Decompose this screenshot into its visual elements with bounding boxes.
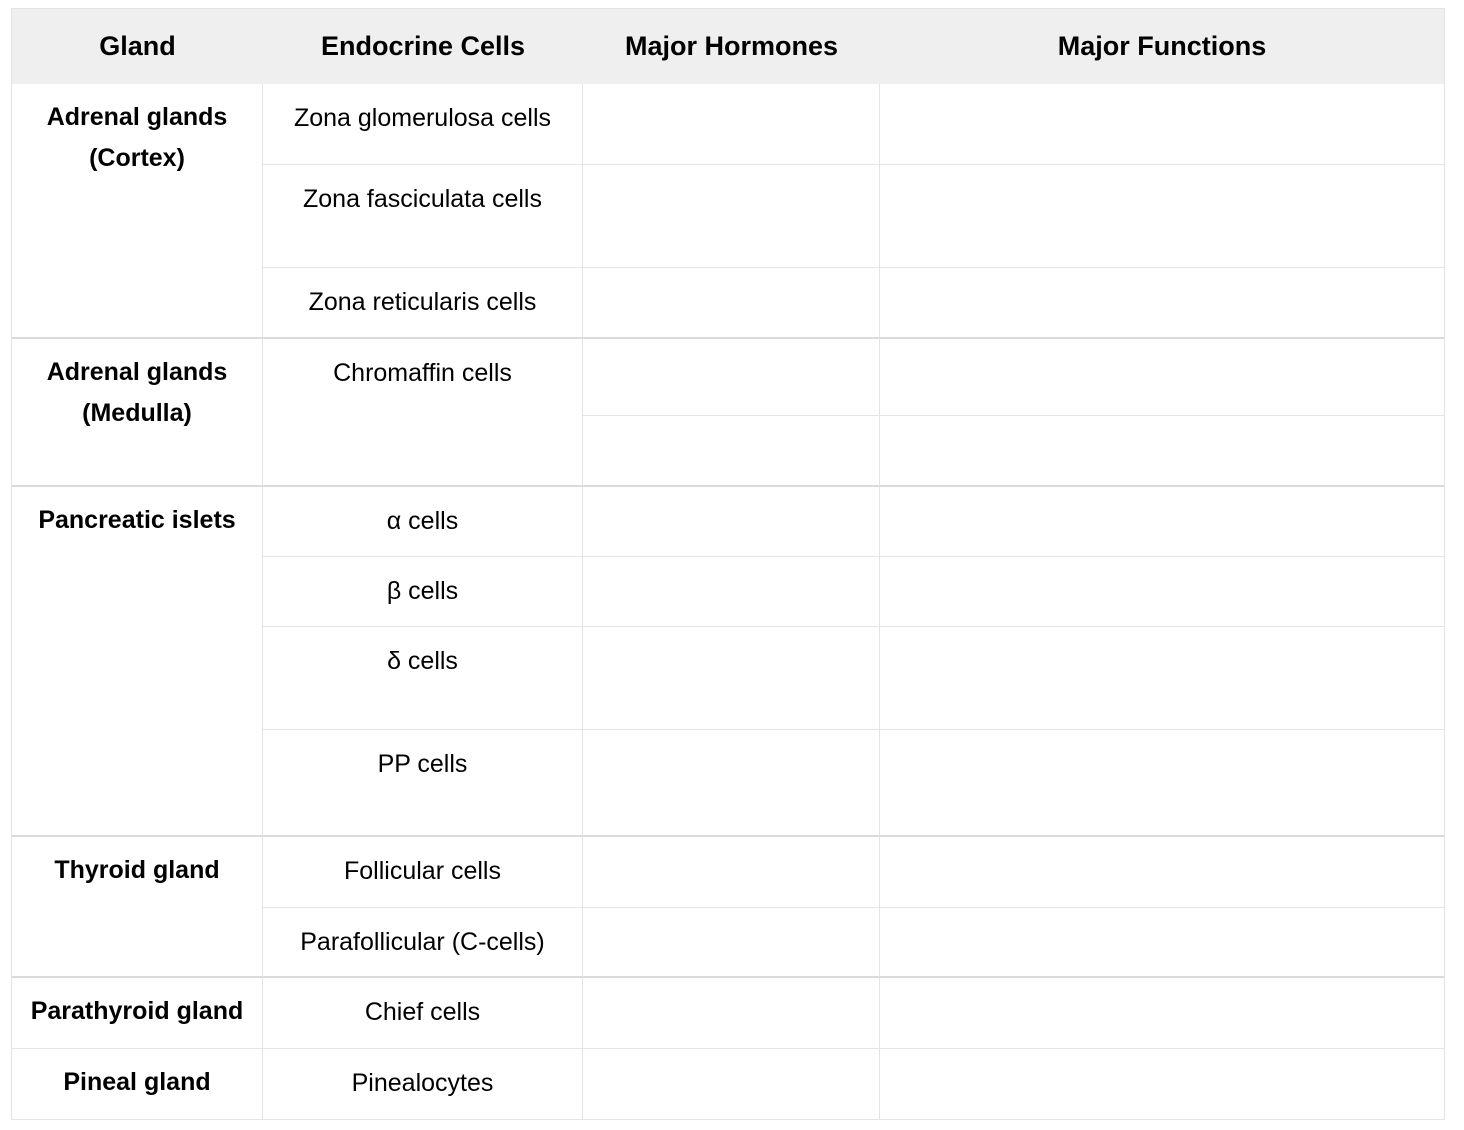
function-cell[interactable] xyxy=(880,268,1444,339)
gland-name-line: Parathyroid gland xyxy=(30,997,244,1025)
cell-zona-fasciculata: Zona fasciculata cells xyxy=(263,165,583,268)
cell-follicular: Follicular cells xyxy=(263,837,583,908)
cell-pinealocytes: Pinealocytes xyxy=(263,1049,583,1119)
hormone-cell[interactable] xyxy=(583,487,880,557)
cell-alpha: α cells xyxy=(263,487,583,557)
cell-chief: Chief cells xyxy=(263,978,583,1049)
gland-name-line: Adrenal glands xyxy=(46,103,228,131)
function-cell[interactable] xyxy=(880,165,1444,268)
hormone-cell[interactable] xyxy=(583,908,880,978)
header-gland: Gland xyxy=(12,9,263,84)
function-cell[interactable] xyxy=(880,1049,1444,1119)
gland-name-line: (Medulla) xyxy=(82,399,192,427)
function-cell[interactable] xyxy=(880,908,1444,978)
hormone-cell[interactable] xyxy=(583,339,880,416)
gland-name-line: Adrenal glands xyxy=(46,358,228,386)
cell-pp: PP cells xyxy=(263,730,583,837)
hormone-cell[interactable] xyxy=(583,627,880,730)
cell-zona-glomerulosa: Zona glomerulosa cells xyxy=(263,84,583,165)
function-cell[interactable] xyxy=(880,339,1444,416)
cell-chromaffin: Chromaffin cells xyxy=(263,339,583,487)
gland-name-line: Pineal gland xyxy=(63,1068,211,1096)
gland-name-line: Pancreatic islets xyxy=(38,506,236,534)
gland-adrenal-cortex xyxy=(12,84,263,339)
hormone-cell[interactable] xyxy=(583,730,880,837)
gland-pancreatic-islets xyxy=(12,487,263,837)
cell-beta: β cells xyxy=(263,557,583,627)
gland-adrenal-medulla xyxy=(12,339,263,487)
header-endocrine-cells: Endocrine Cells xyxy=(263,9,583,84)
function-cell[interactable] xyxy=(880,837,1444,908)
function-cell[interactable] xyxy=(880,416,1444,487)
gland-thyroid xyxy=(12,837,263,978)
gland-name-line: (Cortex) xyxy=(89,144,185,172)
header-major-functions: Major Functions xyxy=(880,9,1444,84)
hormone-cell[interactable] xyxy=(583,416,880,487)
hormone-cell[interactable] xyxy=(583,84,880,165)
endocrine-table xyxy=(11,8,1445,1120)
gland-parathyroid xyxy=(12,978,263,1049)
function-cell[interactable] xyxy=(880,557,1444,627)
hormone-cell[interactable] xyxy=(583,165,880,268)
cell-parafollicular: Parafollicular (C-cells) xyxy=(263,908,583,978)
function-cell[interactable] xyxy=(880,978,1444,1049)
hormone-cell[interactable] xyxy=(583,978,880,1049)
cell-delta: δ cells xyxy=(263,627,583,730)
hormone-cell[interactable] xyxy=(583,837,880,908)
function-cell[interactable] xyxy=(880,730,1444,837)
function-cell[interactable] xyxy=(880,627,1444,730)
hormone-cell[interactable] xyxy=(583,1049,880,1119)
header-major-hormones: Major Hormones xyxy=(583,9,880,84)
gland-pineal xyxy=(12,1049,263,1119)
function-cell[interactable] xyxy=(880,84,1444,165)
gland-name-line: Thyroid gland xyxy=(54,856,220,884)
function-cell[interactable] xyxy=(880,487,1444,557)
hormone-cell[interactable] xyxy=(583,268,880,339)
cell-zona-reticularis: Zona reticularis cells xyxy=(263,268,583,339)
hormone-cell[interactable] xyxy=(583,557,880,627)
